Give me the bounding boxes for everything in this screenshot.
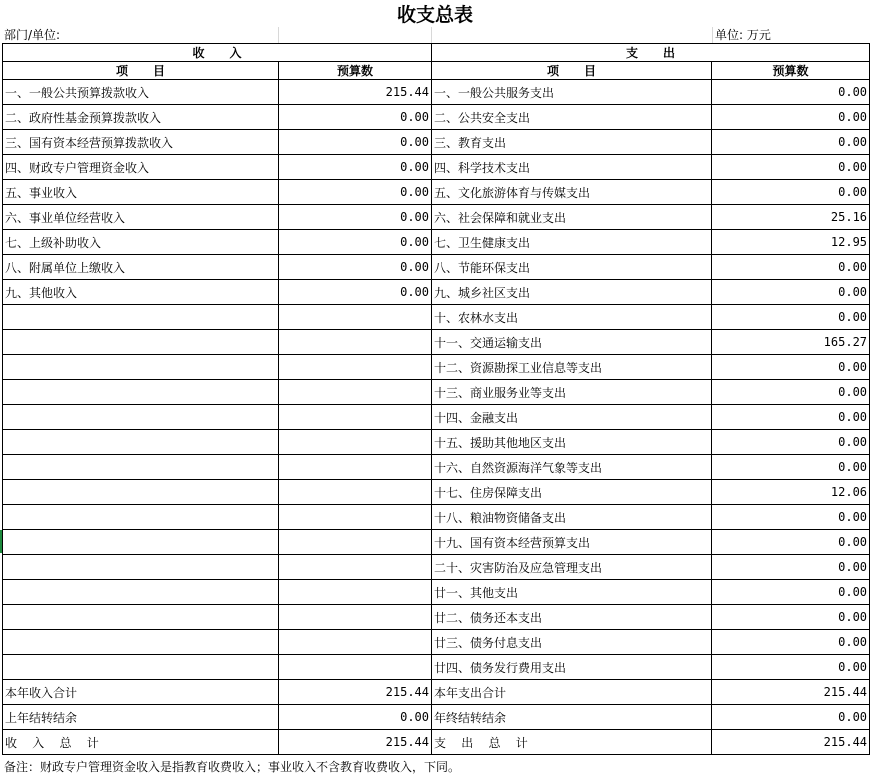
- total-expense-value: 215.44: [712, 730, 870, 755]
- total-row: [3, 705, 870, 730]
- table-row: [3, 405, 870, 430]
- income-item-value: [279, 505, 432, 530]
- income-item-label: 二、政府性基金预算拨款收入: [3, 105, 279, 130]
- expense-item-label: 十五、援助其他地区支出: [432, 430, 712, 455]
- income-item-value: [279, 455, 432, 480]
- expense-item-label: 六、社会保障和就业支出: [432, 205, 712, 230]
- expense-item-value: 0.00: [712, 380, 870, 405]
- expense-item-label: 十三、商业服务业等支出: [432, 380, 712, 405]
- expense-item-label: 廿一、其他支出: [432, 580, 712, 605]
- expense-budget-header: 预算数: [712, 62, 870, 80]
- income-item-label: 五、事业收入: [3, 180, 279, 205]
- expense-item-label: 四、科学技术支出: [432, 155, 712, 180]
- expense-item-label: 十四、金融支出: [432, 405, 712, 430]
- table-row: [3, 130, 870, 155]
- expense-item-value: 0.00: [712, 505, 870, 530]
- expense-item-value: 25.16: [712, 205, 870, 230]
- expense-item-value: 0.00: [712, 155, 870, 180]
- income-item-label: 四、财政专户管理资金收入: [3, 155, 279, 180]
- income-item-value: 0.00: [279, 180, 432, 205]
- expense-item-label: 一、一般公共服务支出: [432, 80, 712, 105]
- expense-item-value: 0.00: [712, 355, 870, 380]
- table-row: [3, 655, 870, 680]
- table-row: [3, 605, 870, 630]
- income-item-label: [3, 380, 279, 405]
- table-row: [3, 480, 870, 505]
- budget-summary-table: [2, 43, 870, 755]
- total-income-label: 收 入 总 计: [3, 730, 279, 755]
- total-expense-label: 年终结转结余: [432, 705, 712, 730]
- header-row-sections: [3, 44, 870, 62]
- expense-item-value: 0.00: [712, 280, 870, 305]
- table-row: [3, 255, 870, 280]
- expense-item-label: 十一、交通运输支出: [432, 330, 712, 355]
- income-item-label: 三、国有资本经营预算拨款收入: [3, 130, 279, 155]
- expense-item-value: 0.00: [712, 80, 870, 105]
- expense-item-value: 0.00: [712, 405, 870, 430]
- expense-item-label: 五、文化旅游体育与传媒支出: [432, 180, 712, 205]
- expense-item-label: 八、节能环保支出: [432, 255, 712, 280]
- expense-item-value: 0.00: [712, 605, 870, 630]
- total-income-value: 215.44: [279, 730, 432, 755]
- total-income-label: 上年结转结余: [3, 705, 279, 730]
- income-item-label: 六、事业单位经营收入: [3, 205, 279, 230]
- income-item-label: [3, 305, 279, 330]
- cell-selection-marker: [0, 530, 2, 553]
- table-row: [3, 305, 870, 330]
- expense-item-label: 十九、国有资本经营预算支出: [432, 530, 712, 555]
- table-row: [3, 280, 870, 305]
- header-row-columns: [3, 62, 870, 80]
- table-row: [3, 430, 870, 455]
- income-item-value: [279, 405, 432, 430]
- income-item-value: [279, 655, 432, 680]
- income-section-header: 收 入: [3, 44, 432, 62]
- expense-item-value: 0.00: [712, 555, 870, 580]
- total-expense-label: 本年支出合计: [432, 680, 712, 705]
- income-item-label: [3, 605, 279, 630]
- total-income-value: 215.44: [279, 680, 432, 705]
- income-item-value: 0.00: [279, 105, 432, 130]
- table-row: [3, 530, 870, 555]
- footnote: 备注：财政专户管理资金收入是指教育收费收入；事业收入不含教育收费收入，下同。: [4, 760, 461, 774]
- expense-item-value: 0.00: [712, 130, 870, 155]
- income-item-label: 九、其他收入: [3, 280, 279, 305]
- income-item-value: 0.00: [279, 255, 432, 280]
- income-item-value: [279, 605, 432, 630]
- income-item-label: [3, 405, 279, 430]
- income-item-value: [279, 380, 432, 405]
- table-row: [3, 555, 870, 580]
- expense-item-value: 0.00: [712, 180, 870, 205]
- income-item-label: 七、上级补助收入: [3, 230, 279, 255]
- table-row: [3, 380, 870, 405]
- expense-item-value: 0.00: [712, 105, 870, 130]
- table-row: [3, 455, 870, 480]
- total-row: [3, 680, 870, 705]
- expense-item-label: 十二、资源勘探工业信息等支出: [432, 355, 712, 380]
- expense-item-value: 165.27: [712, 330, 870, 355]
- income-item-label: [3, 580, 279, 605]
- income-item-label: [3, 555, 279, 580]
- expense-item-label: 二、公共安全支出: [432, 105, 712, 130]
- income-item-label: [3, 430, 279, 455]
- total-expense-label: 支 出 总 计: [432, 730, 712, 755]
- expense-item-label: 十八、粮油物资储备支出: [432, 505, 712, 530]
- expense-item-value: 12.06: [712, 480, 870, 505]
- income-item-value: 0.00: [279, 230, 432, 255]
- total-income-value: 0.00: [279, 705, 432, 730]
- income-item-label: [3, 630, 279, 655]
- income-item-label: [3, 655, 279, 680]
- income-item-value: 0.00: [279, 205, 432, 230]
- income-item-value: [279, 355, 432, 380]
- total-income-label: 本年收入合计: [3, 680, 279, 705]
- income-item-label: [3, 505, 279, 530]
- expense-item-label: 三、教育支出: [432, 130, 712, 155]
- income-item-value: [279, 555, 432, 580]
- dept-label: 部门/单位:: [4, 28, 61, 42]
- table-row: [3, 230, 870, 255]
- table-row: [3, 505, 870, 530]
- table-row: [3, 180, 870, 205]
- expense-section-header: 支 出: [432, 44, 870, 62]
- income-item-label: [3, 530, 279, 555]
- table-row: [3, 330, 870, 355]
- expense-item-value: 0.00: [712, 305, 870, 330]
- expense-item-value: 12.95: [712, 230, 870, 255]
- income-item-value: [279, 305, 432, 330]
- expense-item-value: 0.00: [712, 655, 870, 680]
- table-row: [3, 580, 870, 605]
- expense-item-value: 0.00: [712, 530, 870, 555]
- income-item-label: 八、附属单位上缴收入: [3, 255, 279, 280]
- table-row: [3, 355, 870, 380]
- total-expense-value: 0.00: [712, 705, 870, 730]
- expense-item-header: 项 目: [432, 62, 712, 80]
- income-item-label: [3, 355, 279, 380]
- table-row: [3, 80, 870, 105]
- total-expense-value: 215.44: [712, 680, 870, 705]
- income-item-value: 0.00: [279, 155, 432, 180]
- expense-item-value: 0.00: [712, 430, 870, 455]
- grid-line: [278, 27, 279, 43]
- expense-item-label: 七、卫生健康支出: [432, 230, 712, 255]
- expense-item-value: 0.00: [712, 255, 870, 280]
- table-row: [3, 155, 870, 180]
- income-item-value: 0.00: [279, 130, 432, 155]
- expense-item-label: 十六、自然资源海洋气象等支出: [432, 455, 712, 480]
- page-title: 收支总表: [396, 4, 473, 26]
- income-item-value: [279, 430, 432, 455]
- expense-item-label: 十七、住房保障支出: [432, 480, 712, 505]
- grid-line: [712, 27, 713, 43]
- income-item-label: 一、一般公共预算拨款收入: [3, 80, 279, 105]
- expense-item-value: 0.00: [712, 630, 870, 655]
- total-row: [3, 730, 870, 755]
- expense-item-label: 廿二、债务还本支出: [432, 605, 712, 630]
- expense-item-label: 九、城乡社区支出: [432, 280, 712, 305]
- income-item-value: 215.44: [279, 80, 432, 105]
- grid-line: [431, 27, 432, 43]
- expense-item-value: 0.00: [712, 580, 870, 605]
- expense-item-value: 0.00: [712, 455, 870, 480]
- expense-item-label: 十、农林水支出: [432, 305, 712, 330]
- table-row: [3, 630, 870, 655]
- income-item-value: [279, 330, 432, 355]
- income-item-label: [3, 480, 279, 505]
- income-item-label: [3, 455, 279, 480]
- income-item-value: [279, 530, 432, 555]
- income-item-header: 项 目: [3, 62, 279, 80]
- unit-label: 单位: 万元: [715, 28, 771, 42]
- table-row: [3, 205, 870, 230]
- income-item-label: [3, 330, 279, 355]
- expense-item-label: 二十、灾害防治及应急管理支出: [432, 555, 712, 580]
- income-item-value: 0.00: [279, 280, 432, 305]
- income-item-value: [279, 480, 432, 505]
- table-row: [3, 105, 870, 130]
- income-budget-header: 预算数: [279, 62, 432, 80]
- income-item-value: [279, 580, 432, 605]
- expense-item-label: 廿四、债务发行费用支出: [432, 655, 712, 680]
- income-item-value: [279, 630, 432, 655]
- expense-item-label: 廿三、债务付息支出: [432, 630, 712, 655]
